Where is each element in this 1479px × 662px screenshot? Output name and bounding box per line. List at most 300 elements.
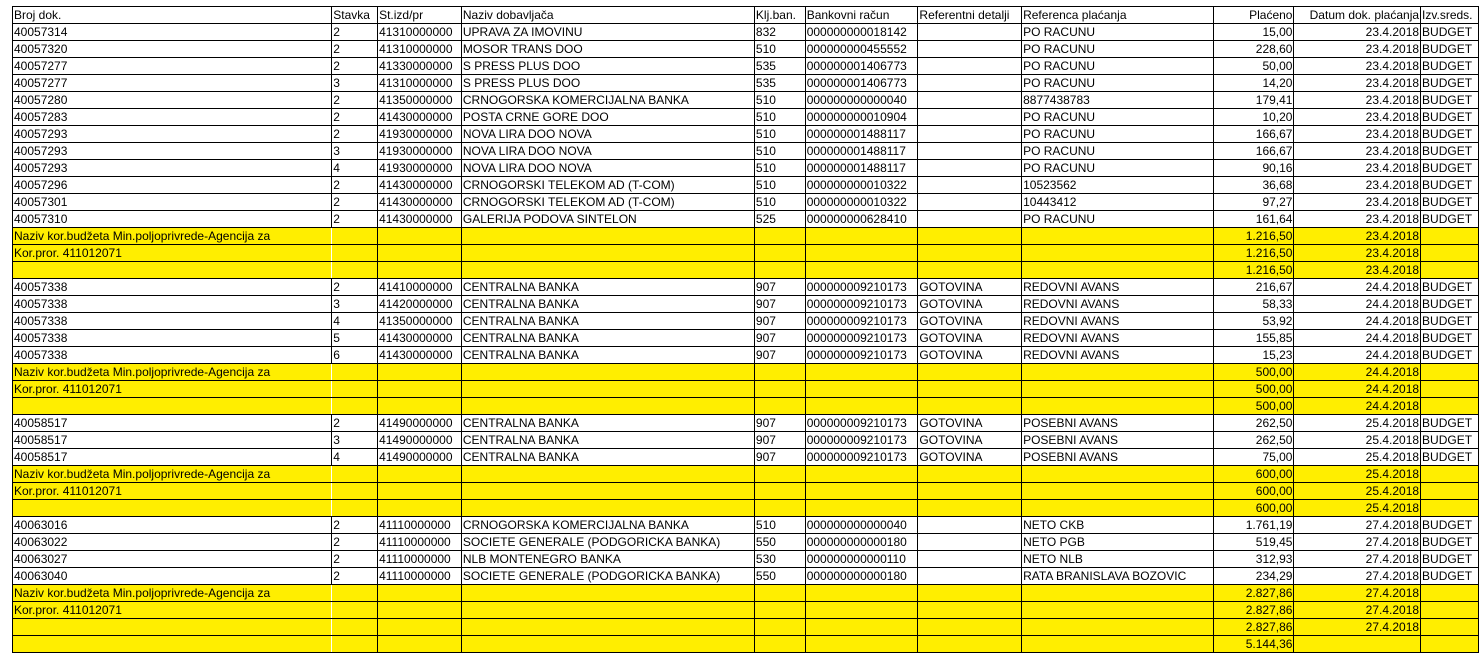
cell-st-izd-pr: 41420000000 [378, 296, 462, 313]
summary-empty-cell [1421, 483, 1479, 500]
cell-bankovni-racun: 000000009210173 [805, 449, 918, 466]
cell-izv-sreds: BUDGET [1421, 330, 1479, 347]
summary-empty-cell [754, 466, 805, 483]
cell-referenca-placanja: PO RACUNU [1022, 41, 1214, 58]
header-st-izd-pr: St.izd/pr [378, 7, 462, 24]
summary-label: Kor.pror. 411012071 [13, 602, 332, 619]
cell-stavka: 2 [332, 24, 378, 41]
cell-stavka: 3 [332, 75, 378, 92]
cell-referenca-placanja: PO RACUNU [1022, 160, 1214, 177]
cell-referentni-detalji [918, 143, 1022, 160]
summary-empty-cell [461, 585, 754, 602]
cell-referentni-detalji [918, 75, 1022, 92]
cell-bankovni-racun: 000000009210173 [805, 432, 918, 449]
summary-empty-cell [1421, 602, 1479, 619]
cell-datum-dok-placanja: 25.4.2018 [1294, 415, 1421, 432]
summary-empty-cell [754, 245, 805, 262]
summary-empty-cell [918, 398, 1022, 415]
summary-empty-cell [378, 262, 462, 279]
cell-broj-dok: 40057277 [13, 58, 332, 75]
cell-datum-dok-placanja: 27.4.2018 [1294, 517, 1421, 534]
summary-amount: 1.216,50 [1214, 228, 1294, 245]
cell-bankovni-racun: 000000001488117 [805, 126, 918, 143]
summary-empty-cell [1421, 500, 1479, 517]
cell-st-izd-pr: 41110000000 [378, 534, 462, 551]
cell-datum-dok-placanja: 23.4.2018 [1294, 24, 1421, 41]
cell-broj-dok: 40057280 [13, 92, 332, 109]
cell-broj-dok: 40057296 [13, 177, 332, 194]
cell-referentni-detalji: GOTOVINA [918, 279, 1022, 296]
cell-naziv-dobavljaca: NOVA LIRA DOO NOVA [461, 160, 754, 177]
table-row [13, 534, 1479, 551]
cell-datum-dok-placanja: 23.4.2018 [1294, 143, 1421, 160]
cell-broj-dok: 40057283 [13, 109, 332, 126]
summary-date: 23.4.2018 [1294, 262, 1421, 279]
cell-broj-dok: 40057338 [13, 330, 332, 347]
summary-empty-cell [918, 228, 1022, 245]
cell-referenca-placanja: REDOVNI AVANS [1022, 279, 1214, 296]
cell-stavka: 3 [332, 143, 378, 160]
summary-empty-cell [1421, 245, 1479, 262]
cell-st-izd-pr: 41110000000 [378, 568, 462, 585]
cell-broj-dok: 40057301 [13, 194, 332, 211]
header-referenca-placanja: Referenca plaćanja [1022, 7, 1214, 24]
summary-empty-cell [1421, 381, 1479, 398]
cell-bankovni-racun: 000000000000180 [805, 568, 918, 585]
cell-broj-dok: 40058517 [13, 449, 332, 466]
cell-referentni-detalji [918, 551, 1022, 568]
summary-date [1294, 636, 1421, 653]
cell-referentni-detalji: GOTOVINA [918, 415, 1022, 432]
cell-st-izd-pr: 41110000000 [378, 517, 462, 534]
cell-st-izd-pr: 41430000000 [378, 194, 462, 211]
cell-stavka: 3 [332, 432, 378, 449]
cell-stavka: 2 [332, 568, 378, 585]
summary-empty-cell [378, 364, 462, 381]
summary-empty-cell [754, 364, 805, 381]
cell-datum-dok-placanja: 27.4.2018 [1294, 534, 1421, 551]
summary-empty-cell [754, 398, 805, 415]
cell-klj-ban: 510 [754, 41, 805, 58]
cell-st-izd-pr: 41110000000 [378, 551, 462, 568]
table-row [13, 568, 1479, 585]
cell-datum-dok-placanja: 23.4.2018 [1294, 211, 1421, 228]
summary-empty-cell [1022, 602, 1214, 619]
cell-placeno: 15,23 [1214, 347, 1294, 364]
cell-broj-dok: 40063040 [13, 568, 332, 585]
summary-row [13, 262, 1479, 279]
summary-empty-cell [918, 602, 1022, 619]
summary-row [13, 619, 1479, 636]
summary-empty-cell [1421, 466, 1479, 483]
summary-empty-cell [805, 466, 918, 483]
cell-placeno: 166,67 [1214, 126, 1294, 143]
summary-empty-cell [378, 585, 462, 602]
summary-date: 23.4.2018 [1294, 228, 1421, 245]
summary-empty-cell [1022, 466, 1214, 483]
cell-bankovni-racun: 000000001488117 [805, 143, 918, 160]
cell-referentni-detalji [918, 160, 1022, 177]
cell-bankovni-racun: 000000001406773 [805, 75, 918, 92]
cell-referentni-detalji: GOTOVINA [918, 313, 1022, 330]
header-placeno: Plaćeno [1214, 7, 1294, 24]
summary-empty-cell [918, 619, 1022, 636]
summary-empty-cell [1022, 262, 1214, 279]
cell-st-izd-pr: 41410000000 [378, 279, 462, 296]
cell-klj-ban: 907 [754, 330, 805, 347]
summary-empty-cell [754, 483, 805, 500]
cell-datum-dok-placanja: 25.4.2018 [1294, 449, 1421, 466]
cell-bankovni-racun: 000000000455552 [805, 41, 918, 58]
table-row [13, 313, 1479, 330]
summary-empty-cell [461, 636, 754, 653]
summary-empty-cell [754, 585, 805, 602]
cell-klj-ban: 510 [754, 194, 805, 211]
cell-bankovni-racun: 000000009210173 [805, 279, 918, 296]
summary-amount: 2.827,86 [1214, 619, 1294, 636]
summary-empty-cell [805, 483, 918, 500]
cell-naziv-dobavljaca: NOVA LIRA DOO NOVA [461, 126, 754, 143]
cell-naziv-dobavljaca: NLB MONTENEGRO BANKA [461, 551, 754, 568]
summary-empty-cell [461, 364, 754, 381]
summary-date: 25.4.2018 [1294, 500, 1421, 517]
summary-empty-cell [461, 245, 754, 262]
cell-placeno: 90,16 [1214, 160, 1294, 177]
cell-naziv-dobavljaca: CENTRALNA BANKA [461, 432, 754, 449]
summary-empty-cell [918, 364, 1022, 381]
cell-datum-dok-placanja: 23.4.2018 [1294, 109, 1421, 126]
summary-row [13, 228, 1479, 245]
summary-empty-cell [805, 228, 918, 245]
header-izv-sreds: Izv.sreds. [1421, 7, 1479, 24]
cell-stavka: 2 [332, 551, 378, 568]
cell-referentni-detalji [918, 126, 1022, 143]
cell-klj-ban: 550 [754, 568, 805, 585]
cell-datum-dok-placanja: 23.4.2018 [1294, 177, 1421, 194]
cell-referentni-detalji [918, 109, 1022, 126]
cell-bankovni-racun: 000000000000040 [805, 517, 918, 534]
cell-st-izd-pr: 41350000000 [378, 313, 462, 330]
cell-st-izd-pr: 41930000000 [378, 143, 462, 160]
table-row [13, 92, 1479, 109]
cell-placeno: 179,41 [1214, 92, 1294, 109]
cell-referentni-detalji: GOTOVINA [918, 330, 1022, 347]
cell-st-izd-pr: 41430000000 [378, 177, 462, 194]
summary-label [13, 636, 332, 653]
cell-stavka: 2 [332, 92, 378, 109]
cell-placeno: 161,64 [1214, 211, 1294, 228]
summary-row [13, 500, 1479, 517]
cell-naziv-dobavljaca: CENTRALNA BANKA [461, 415, 754, 432]
cell-referentni-detalji [918, 58, 1022, 75]
summary-label: Naziv kor.budžeta Min.poljoprivrede-Agencija za [13, 466, 332, 483]
cell-st-izd-pr: 41490000000 [378, 415, 462, 432]
summary-empty-cell [461, 381, 754, 398]
cell-izv-sreds: BUDGET [1421, 194, 1479, 211]
cell-st-izd-pr: 41430000000 [378, 211, 462, 228]
cell-placeno: 312,93 [1214, 551, 1294, 568]
cell-bankovni-racun: 000000009210173 [805, 415, 918, 432]
table-row [13, 41, 1479, 58]
cell-klj-ban: 907 [754, 296, 805, 313]
cell-bankovni-racun: 000000000010322 [805, 194, 918, 211]
summary-amount: 600,00 [1214, 500, 1294, 517]
cell-referenca-placanja: PO RACUNU [1022, 75, 1214, 92]
summary-empty-cell [461, 483, 754, 500]
summary-empty-cell [1022, 381, 1214, 398]
cell-naziv-dobavljaca: CENTRALNA BANKA [461, 313, 754, 330]
cell-izv-sreds: BUDGET [1421, 58, 1479, 75]
cell-stavka: 3 [332, 296, 378, 313]
summary-amount: 2.827,86 [1214, 602, 1294, 619]
cell-klj-ban: 510 [754, 517, 805, 534]
header-datum-dok-placanja: Datum dok. plaćanja [1294, 7, 1421, 24]
cell-referenca-placanja: POSEBNI AVANS [1022, 449, 1214, 466]
summary-empty-cell [805, 398, 918, 415]
summary-empty-cell [378, 466, 462, 483]
summary-date: 24.4.2018 [1294, 381, 1421, 398]
cell-bankovni-racun: 000000000010904 [805, 109, 918, 126]
cell-izv-sreds: BUDGET [1421, 415, 1479, 432]
summary-empty-cell [332, 602, 378, 619]
cell-datum-dok-placanja: 23.4.2018 [1294, 58, 1421, 75]
cell-datum-dok-placanja: 27.4.2018 [1294, 551, 1421, 568]
cell-izv-sreds: BUDGET [1421, 41, 1479, 58]
cell-izv-sreds: BUDGET [1421, 109, 1479, 126]
summary-empty-cell [805, 585, 918, 602]
summary-empty-cell [332, 381, 378, 398]
cell-bankovni-racun: 000000000000180 [805, 534, 918, 551]
summary-label: Kor.pror. 411012071 [13, 483, 332, 500]
cell-datum-dok-placanja: 23.4.2018 [1294, 92, 1421, 109]
summary-empty-cell [918, 500, 1022, 517]
cell-broj-dok: 40063016 [13, 517, 332, 534]
cell-broj-dok: 40057293 [13, 160, 332, 177]
cell-st-izd-pr: 41430000000 [378, 109, 462, 126]
cell-datum-dok-placanja: 23.4.2018 [1294, 160, 1421, 177]
cell-datum-dok-placanja: 27.4.2018 [1294, 568, 1421, 585]
cell-bankovni-racun: 000000001406773 [805, 58, 918, 75]
cell-stavka: 2 [332, 534, 378, 551]
cell-stavka: 2 [332, 194, 378, 211]
header-naziv-dobavljaca: Naziv dobavljača [461, 7, 754, 24]
cell-datum-dok-placanja: 23.4.2018 [1294, 41, 1421, 58]
cell-izv-sreds: BUDGET [1421, 160, 1479, 177]
cell-izv-sreds: BUDGET [1421, 296, 1479, 313]
cell-broj-dok: 40057277 [13, 75, 332, 92]
cell-klj-ban: 907 [754, 415, 805, 432]
cell-placeno: 15,00 [1214, 24, 1294, 41]
summary-empty-cell [754, 636, 805, 653]
table-row [13, 211, 1479, 228]
summary-empty-cell [332, 636, 378, 653]
cell-izv-sreds: BUDGET [1421, 432, 1479, 449]
cell-klj-ban: 550 [754, 534, 805, 551]
cell-referenca-placanja: PO RACUNU [1022, 211, 1214, 228]
header-stavka: Stavka [332, 7, 378, 24]
cell-naziv-dobavljaca: CENTRALNA BANKA [461, 296, 754, 313]
cell-datum-dok-placanja: 24.4.2018 [1294, 330, 1421, 347]
cell-bankovni-racun: 000000000010322 [805, 177, 918, 194]
cell-stavka: 6 [332, 347, 378, 364]
cell-placeno: 14,20 [1214, 75, 1294, 92]
summary-label [13, 500, 332, 517]
summary-date: 24.4.2018 [1294, 364, 1421, 381]
cell-referentni-detalji [918, 194, 1022, 211]
cell-st-izd-pr: 41310000000 [378, 41, 462, 58]
summary-row [13, 585, 1479, 602]
cell-stavka: 2 [332, 126, 378, 143]
summary-empty-cell [332, 483, 378, 500]
cell-naziv-dobavljaca: CRNOGORSKI TELEKOM AD (T-COM) [461, 194, 754, 211]
cell-datum-dok-placanja: 24.4.2018 [1294, 313, 1421, 330]
table-row [13, 432, 1479, 449]
cell-naziv-dobavljaca: MOSOR TRANS DOO [461, 41, 754, 58]
cell-klj-ban: 510 [754, 92, 805, 109]
cell-referentni-detalji: GOTOVINA [918, 347, 1022, 364]
cell-izv-sreds: BUDGET [1421, 211, 1479, 228]
summary-row [13, 381, 1479, 398]
cell-st-izd-pr: 41350000000 [378, 92, 462, 109]
payments-sheet [12, 6, 1479, 653]
cell-izv-sreds: BUDGET [1421, 568, 1479, 585]
summary-empty-cell [918, 381, 1022, 398]
summary-empty-cell [332, 619, 378, 636]
cell-stavka: 2 [332, 41, 378, 58]
cell-naziv-dobavljaca: GALERIJA PODOVA SINTELON [461, 211, 754, 228]
cell-referenca-placanja: PO RACUNU [1022, 24, 1214, 41]
summary-empty-cell [332, 398, 378, 415]
cell-placeno: 262,50 [1214, 432, 1294, 449]
cell-st-izd-pr: 41430000000 [378, 330, 462, 347]
cell-stavka: 4 [332, 160, 378, 177]
summary-row [13, 364, 1479, 381]
cell-st-izd-pr: 41490000000 [378, 432, 462, 449]
table-row [13, 449, 1479, 466]
summary-amount: 500,00 [1214, 398, 1294, 415]
cell-referentni-detalji [918, 92, 1022, 109]
summary-empty-cell [1421, 228, 1479, 245]
cell-referentni-detalji [918, 41, 1022, 58]
cell-izv-sreds: BUDGET [1421, 177, 1479, 194]
table-row [13, 279, 1479, 296]
summary-empty-cell [754, 228, 805, 245]
header-klj-ban: Klj.ban. [754, 7, 805, 24]
cell-st-izd-pr: 41310000000 [378, 75, 462, 92]
summary-empty-cell [1022, 228, 1214, 245]
summary-empty-cell [332, 245, 378, 262]
cell-st-izd-pr: 41310000000 [378, 24, 462, 41]
summary-label: Naziv kor.budžeta Min.poljoprivrede-Agencija za [13, 228, 332, 245]
payments-table [12, 6, 1479, 653]
cell-broj-dok: 40063022 [13, 534, 332, 551]
cell-st-izd-pr: 41930000000 [378, 126, 462, 143]
summary-amount: 1.216,50 [1214, 245, 1294, 262]
summary-empty-cell [1022, 585, 1214, 602]
cell-broj-dok: 40058517 [13, 415, 332, 432]
summary-date: 27.4.2018 [1294, 602, 1421, 619]
table-body [13, 24, 1479, 653]
cell-placeno: 1.761,19 [1214, 517, 1294, 534]
cell-klj-ban: 907 [754, 279, 805, 296]
summary-label [13, 262, 332, 279]
table-row [13, 58, 1479, 75]
cell-placeno: 50,00 [1214, 58, 1294, 75]
cell-referenca-placanja: NETO CKB [1022, 517, 1214, 534]
summary-label: Naziv kor.budžeta Min.poljoprivrede-Agencija za [13, 364, 332, 381]
summary-empty-cell [1022, 636, 1214, 653]
header-broj-dok: Broj dok. [13, 7, 332, 24]
cell-referentni-detalji [918, 534, 1022, 551]
table-row [13, 347, 1479, 364]
summary-date: 27.4.2018 [1294, 585, 1421, 602]
summary-row [13, 636, 1479, 653]
header-row [13, 7, 1479, 24]
cell-stavka: 2 [332, 517, 378, 534]
summary-empty-cell [378, 500, 462, 517]
cell-datum-dok-placanja: 23.4.2018 [1294, 75, 1421, 92]
cell-referenca-placanja: RATA BRANISLAVA BOZOVIC [1022, 568, 1214, 585]
summary-empty-cell [1022, 398, 1214, 415]
summary-empty-cell [332, 228, 378, 245]
cell-stavka: 2 [332, 211, 378, 228]
summary-row [13, 398, 1479, 415]
cell-referenca-placanja: PO RACUNU [1022, 58, 1214, 75]
cell-referentni-detalji: GOTOVINA [918, 432, 1022, 449]
cell-placeno: 75,00 [1214, 449, 1294, 466]
table-row [13, 109, 1479, 126]
cell-broj-dok: 40057293 [13, 143, 332, 160]
cell-naziv-dobavljaca: CRNOGORSKA KOMERCIJALNA BANKA [461, 92, 754, 109]
cell-klj-ban: 510 [754, 177, 805, 194]
cell-datum-dok-placanja: 23.4.2018 [1294, 126, 1421, 143]
cell-klj-ban: 535 [754, 75, 805, 92]
cell-bankovni-racun: 000000000000040 [805, 92, 918, 109]
cell-broj-dok: 40057338 [13, 313, 332, 330]
summary-empty-cell [461, 500, 754, 517]
cell-klj-ban: 907 [754, 432, 805, 449]
cell-naziv-dobavljaca: NOVA LIRA DOO NOVA [461, 143, 754, 160]
summary-amount: 5.144,36 [1214, 636, 1294, 653]
summary-empty-cell [805, 364, 918, 381]
summary-label: Naziv kor.budžeta Min.poljoprivrede-Agencija za [13, 585, 332, 602]
cell-referentni-detalji: GOTOVINA [918, 296, 1022, 313]
cell-placeno: 262,50 [1214, 415, 1294, 432]
table-row [13, 415, 1479, 432]
summary-amount: 500,00 [1214, 364, 1294, 381]
summary-empty-cell [378, 636, 462, 653]
cell-naziv-dobavljaca: POSTA CRNE GORE DOO [461, 109, 754, 126]
summary-empty-cell [461, 228, 754, 245]
summary-empty-cell [754, 602, 805, 619]
cell-placeno: 58,33 [1214, 296, 1294, 313]
cell-stavka: 4 [332, 313, 378, 330]
cell-placeno: 519,45 [1214, 534, 1294, 551]
cell-placeno: 53,92 [1214, 313, 1294, 330]
cell-placeno: 216,67 [1214, 279, 1294, 296]
cell-referenca-placanja: 10523562 [1022, 177, 1214, 194]
cell-klj-ban: 530 [754, 551, 805, 568]
cell-naziv-dobavljaca: CENTRALNA BANKA [461, 279, 754, 296]
cell-placeno: 228,60 [1214, 41, 1294, 58]
cell-izv-sreds: BUDGET [1421, 449, 1479, 466]
summary-empty-cell [918, 483, 1022, 500]
summary-label [13, 398, 332, 415]
cell-referenca-placanja: PO RACUNU [1022, 109, 1214, 126]
cell-broj-dok: 40058517 [13, 432, 332, 449]
cell-placeno: 166,67 [1214, 143, 1294, 160]
summary-empty-cell [1022, 364, 1214, 381]
